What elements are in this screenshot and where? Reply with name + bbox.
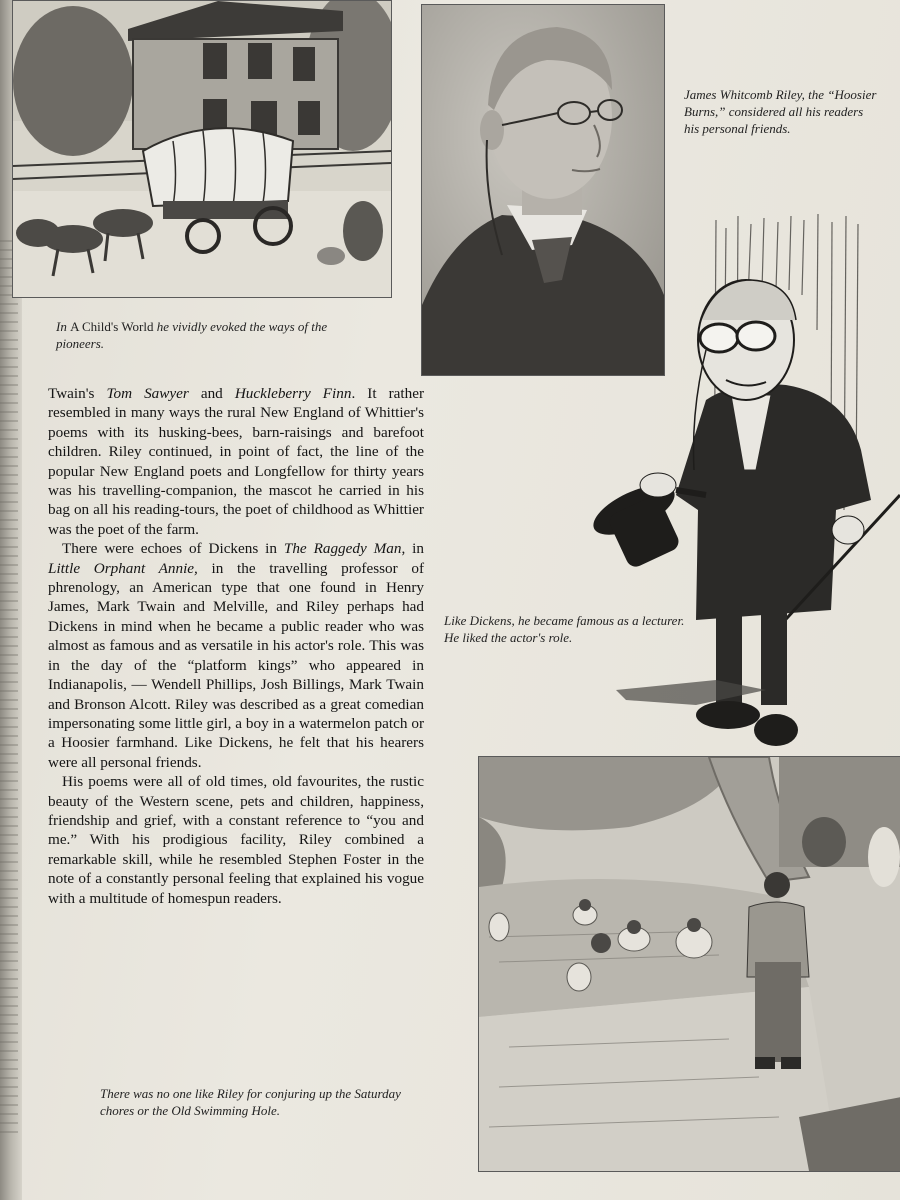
caricature-caption: Like Dickens, he became famous as a lecturer. He liked the actor's role.: [444, 613, 685, 645]
body-paragraph-2: There were echoes of Dickens in The Raggedy Man, in Little Orphant Annie, in the travelling professor of phrenology, an American type that one found in Henry James, Mark Twain and Melville, and Riley perhaps had Dickens in mind when he became a public reader who was almost as famous and as versatile in his actor's role. This was in the day of the “platform kings” who appeared in Indianapolis, — Wendell Phillips, Josh Billings, Mark Twain and Bronson Alcott. Riley was described as a great comedian impersonating some little girl, a boy in a watermelon patch or a Hoosier farmhand. Like Dickens, he felt that his hearers were all personal friends.: [48, 540, 424, 771]
swimming-hole-caption: There was no one like Riley for conjuring up the Saturday chores or the Old Swimming Hole.: [100, 1086, 401, 1118]
swimming-hole-illustration: [478, 756, 900, 1172]
body-paragraph-3: His poems were all of old times, old favourites, the rustic beauty of the Western scene, pets and children, happiness, friendship and grief, with a constant reference to “you and me.” With his prodigious facility, Riley combined a remarkable skill, while he resembled Stephen Foster in the note of a constantly personal feeling that explained his vogue with a multitude of homespun readers.: [48, 773, 424, 907]
article-body: [48, 384, 424, 908]
riley-caricature-drawing: [586, 210, 900, 750]
farmhouse-caption-title: A Child's World: [70, 319, 154, 334]
portrait-caption: James Whitcomb Riley, the “Hoosier Burns,” considered all his readers his personal friends.: [684, 87, 877, 136]
farmhouse-caption: In A Child's World he vividly evoked the ways of the pioneers.: [56, 319, 328, 351]
farmhouse-illustration: [12, 0, 392, 298]
facing-page-edge: [0, 240, 18, 1140]
body-paragraph-1: Twain's Tom Sawyer and Huckleberry Finn. It rather resembled in many ways the rural New England of Whittier's poems with its husking-bees, barn-raisings and barefoot children. Riley continued, in point of fact, the line of the popular New England poets and Longfellow for thirty years was his travelling-companion, the mascot he carried in his bag on all his reading-tours, the poet of childhood as Whittier was the poet of the farm.: [48, 385, 425, 538]
